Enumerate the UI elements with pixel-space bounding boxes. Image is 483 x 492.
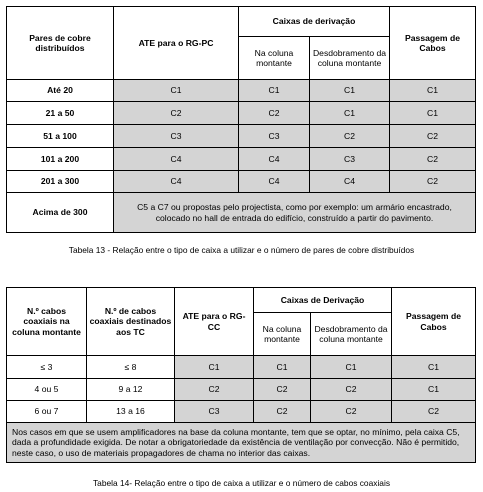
cell-pas: C2 — [392, 401, 476, 423]
table-row — [7, 379, 476, 401]
cell-cabos-coluna: ≤ 3 — [7, 356, 87, 379]
header-caixas: Caixas de Derivação — [254, 288, 392, 313]
cell-na: C3 — [239, 125, 310, 148]
cell-na: C2 — [254, 401, 311, 423]
cell-pas: C2 — [390, 148, 476, 171]
cell-pas: C2 — [390, 171, 476, 193]
row-label: 21 a 50 — [7, 102, 114, 125]
table-14 — [6, 287, 476, 463]
row-label: 201 a 300 — [7, 171, 114, 193]
cell-pas: C2 — [390, 125, 476, 148]
cell-ate: C1 — [175, 356, 254, 379]
cell-des: C2 — [311, 379, 392, 401]
cell-des: C1 — [310, 80, 390, 102]
cell-cabos-destinados: ≤ 8 — [87, 356, 175, 379]
last-row-text: C5 a C7 ou propostas pelo projectista, como por exemplo: um armário encastrado, colocado no hall de entrada do edifício, construído a partir do pavimento. — [114, 193, 476, 233]
table-14-caption: Tabela 14- Relação entre o tipo de caixa a utilizar e o número de cabos coaxiais — [92, 478, 391, 488]
header-cabos-destinados: N.º de cabos coaxiais destinados aos TC — [87, 288, 175, 356]
cell-des: C1 — [311, 356, 392, 379]
cell-des: C3 — [310, 148, 390, 171]
cell-cabos-destinados: 9 a 12 — [87, 379, 175, 401]
cell-na: C1 — [239, 80, 310, 102]
table-13-caption: Tabela 13 - Relação entre o tipo de caixa a utilizar e o número de pares de cobre distribuídos — [68, 245, 415, 255]
row-label: 51 a 100 — [7, 125, 114, 148]
cell-des: C1 — [310, 102, 390, 125]
cell-ate: C2 — [175, 379, 254, 401]
header-cabos-coluna: N.º cabos coaxiais na coluna montante — [7, 288, 87, 356]
table-row — [7, 193, 476, 233]
table-row — [7, 148, 476, 171]
cell-na: C2 — [254, 379, 311, 401]
cell-cabos-destinados: 13 a 16 — [87, 401, 175, 423]
row-label: Acima de 300 — [7, 193, 114, 233]
cell-na: C2 — [239, 102, 310, 125]
cell-pas: C1 — [390, 80, 476, 102]
cell-ate: C3 — [175, 401, 254, 423]
cell-des: C4 — [310, 171, 390, 193]
table-row — [7, 423, 476, 463]
cell-ate: C4 — [114, 171, 239, 193]
header-desdobramento: Desdobramento da coluna montante — [311, 313, 392, 356]
note-text: Nos casos em que se usem amplificadores na base da coluna montante, tem que se optar, no mínimo, pela caixa C5, dada a profundidade exigida. De notar a obrigatoriedade da existência de ventilação por convecção. Não é permitido, neste caso, o uso de materiais propagadores de chama no interior das caixas. — [7, 423, 476, 463]
header-caixas: Caixas de derivação — [239, 7, 390, 37]
row-label: 101 a 200 — [7, 148, 114, 171]
cell-cabos-coluna: 6 ou 7 — [7, 401, 87, 423]
cell-des: C2 — [310, 125, 390, 148]
header-passagem: Passagem de Cabos — [392, 288, 476, 356]
cell-ate: C1 — [114, 80, 239, 102]
table-row — [7, 356, 476, 379]
cell-cabos-coluna: 4 ou 5 — [7, 379, 87, 401]
header-ate: ATE para o RG-PC — [114, 7, 239, 80]
cell-na: C4 — [239, 148, 310, 171]
cell-ate: C3 — [114, 125, 239, 148]
cell-na: C4 — [239, 171, 310, 193]
table-row — [7, 171, 476, 193]
header-ate: ATE para o RG-CC — [175, 288, 254, 356]
header-passagem: Passagem de Cabos — [390, 7, 476, 80]
row-label: Até 20 — [7, 80, 114, 102]
header-desdobramento: Desdobramento da coluna montante — [310, 37, 390, 80]
table-row — [7, 80, 476, 102]
cell-pas: C1 — [390, 102, 476, 125]
cell-ate: C4 — [114, 148, 239, 171]
table-row — [7, 401, 476, 423]
cell-pas: C1 — [392, 356, 476, 379]
cell-des: C2 — [311, 401, 392, 423]
header-pairs: Pares de cobre distribuídos — [7, 7, 114, 80]
table-row — [7, 125, 476, 148]
cell-pas: C1 — [392, 379, 476, 401]
table-row — [7, 102, 476, 125]
cell-na: C1 — [254, 356, 311, 379]
header-na-coluna: Na coluna montante — [254, 313, 311, 356]
cell-ate: C2 — [114, 102, 239, 125]
header-na-coluna: Na coluna montante — [239, 37, 310, 80]
table-13 — [6, 6, 476, 233]
